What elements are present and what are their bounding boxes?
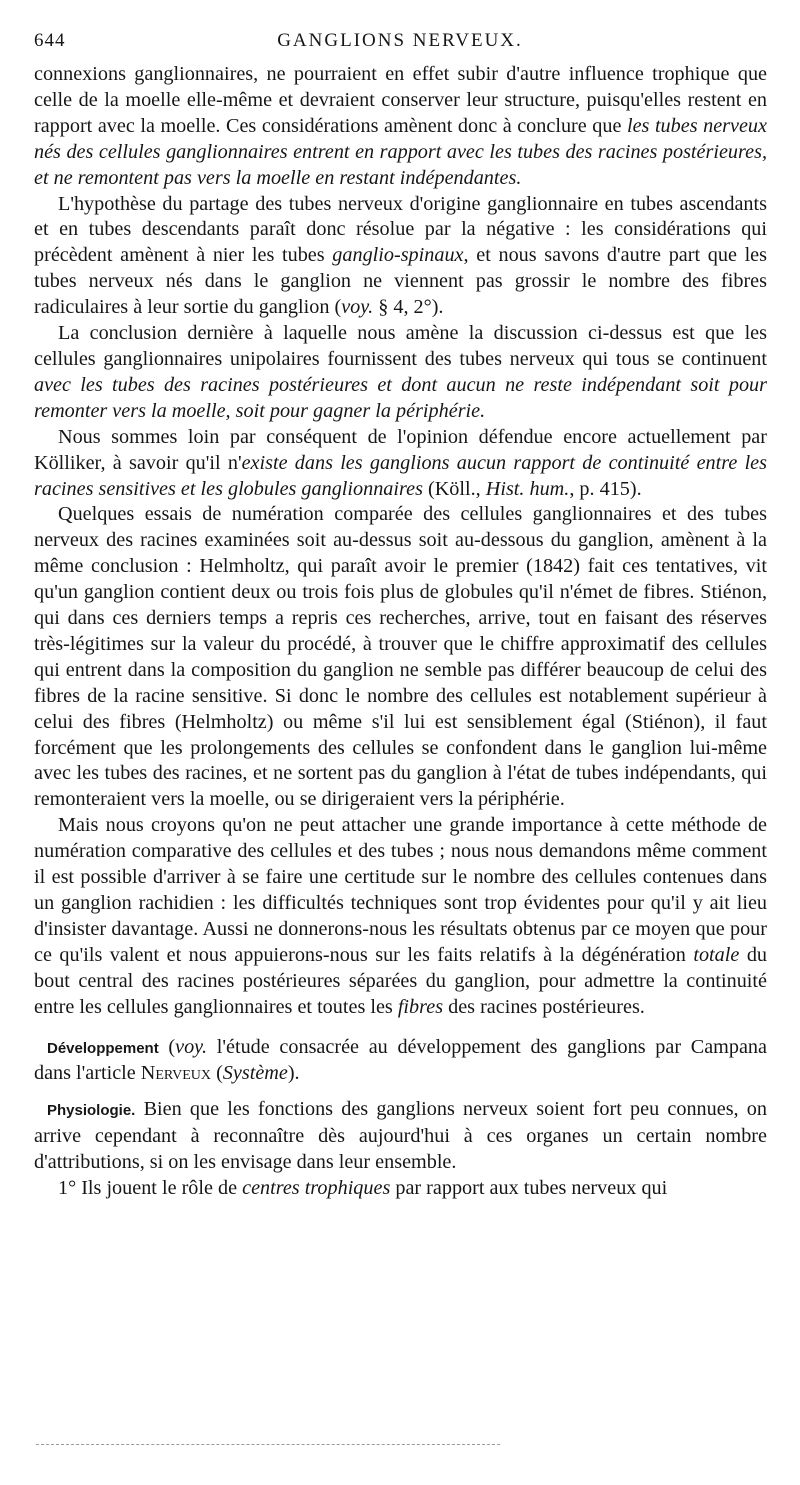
section-heading: Développement xyxy=(47,1039,159,1057)
paragraph-1 xyxy=(34,62,767,192)
italic-run: les tubes nerveux nés des cellules ganglionnaires entrent en rapport avec les tubes des racines postérieures, et ne remontent pas vers la moelle en restant indépendantes. xyxy=(34,114,767,189)
text-run: des racines postérieures. xyxy=(443,995,645,1018)
paragraph-3 xyxy=(34,321,767,425)
text-run: La conclusion dernière à laquelle nous amène la discussion ci-dessus est que les cellules ganglionnaires unipolaires fournissent des tubes nerveux qui tous se continuent xyxy=(34,322,767,370)
paragraph-physiologie xyxy=(34,1097,767,1176)
text-run: du bout central des racines postérieures séparées du ganglion, pour admettre la continuité entre les cellules ganglionnaires et toutes les xyxy=(34,943,768,1018)
italic-run: Hist. hum. xyxy=(485,477,570,500)
paragraph-developpement xyxy=(34,1035,767,1088)
text-run: ( xyxy=(158,1035,176,1058)
running-title: GANGLIONS NERVEUX. xyxy=(277,30,523,51)
text-run: 1° Ils jouent le rôle de xyxy=(58,1177,243,1200)
italic-run: centres trophiques xyxy=(242,1177,391,1200)
footer-divider xyxy=(36,1444,500,1445)
text-run: par rapport aux tubes nerveux qui xyxy=(390,1177,668,1200)
paragraph-2 xyxy=(34,192,767,322)
italic-run: existe dans les ganglions aucun rapport de continuité entre les racines sensitives et les globules ganglionnaires xyxy=(34,451,767,500)
paragraph-4 xyxy=(34,425,767,503)
text-run: Bien que les fonctions des ganglions nerveux soient fort peu connues, on arrive cependant à reconnaître dès aujourd'hui à ces organes un certain nombre d'attributions, si on les envisage dans leur ensemble. xyxy=(34,1098,767,1174)
italic-run: avec les tubes des racines postérieures et dont aucun ne reste indépendant soit pour remonter vers la moelle, soit pour gagner la périphérie. xyxy=(34,373,767,422)
text-run: ( xyxy=(211,1062,223,1085)
page-number: 644 xyxy=(34,30,66,51)
text-run: connexions ganglionnaires, ne pourraient en effet subir d'autre influence trophique que celle de la moelle elle-même et devraient conserver leur structure, puisqu'elles restent en rapport avec la moelle. Ces considérations amènent donc à conclure que xyxy=(34,63,767,137)
section-heading: Physiologie. xyxy=(47,1102,136,1120)
paragraph-6 xyxy=(34,813,767,1020)
running-header xyxy=(34,30,766,58)
italic-run: voy. xyxy=(341,296,374,319)
small-caps-run: Nerveux xyxy=(140,1062,212,1085)
paragraph-5 xyxy=(34,502,767,813)
text-run: l'étude consacrée au développement des ganglions par Campana dans l'article xyxy=(34,1035,767,1085)
text-run: (Köll., xyxy=(422,477,486,500)
text-run: ). xyxy=(287,1062,300,1085)
italic-run: Système xyxy=(222,1062,288,1085)
body-text xyxy=(34,62,767,1202)
italic-run: voy. xyxy=(175,1035,208,1058)
text-run: L'hypothèse du partage des tubes nerveux d'origine ganglionnaire en tubes ascendants et en tubes descendants paraît donc résolue par la négative : les considérations qui précèdent amènent à nier les tubes xyxy=(34,192,767,267)
text-run: Quelques essais de numération comparée des cellules ganglionnaires et des tubes nerveux des racines examinées soit au-dessus soit au-dessous du ganglion, amènent à la même conclusion : Helmholtz, qui paraît avoir le premier (1842) fait ces tentatives, vit qu'un ganglion contient deux ou trois fois plus de globules qu'il n'émet de fibres. Stiénon, qui dans ces derniers temps a repris ces recherches, arrive, tout en faisant des réserves très-légitimes sur la valeur du procédé, à trouver que le chiffre approximatif des cellules qui entrent dans la composition du ganglion ne semble pas différer beaucoup de celui des fibres de la racine sensitive. Si donc le nombre des cellules est notablement supérieur à celui des fibres (Helmholtz) ou même s'il lui est sensiblement égal (Stiénon), il faut forcément que les prolongements des cellules se confondent dans le ganglion lui-même avec les tubes des racines, et ne sortent pas du ganglion à l'état de tubes indépendants, qui remonteraient vers la moelle, ou se dirigeraient vers la périphérie. xyxy=(34,503,767,811)
text-run: § 4, 2°). xyxy=(373,296,444,319)
italic-run: ganglio-spinaux xyxy=(332,244,464,267)
text-run: Mais nous croyons qu'on ne peut attacher une grande importance à cette méthode de numération comparative des cellules et des tubes ; nous nous demandons même comment il est possible d'arriver à se faire une certitude sur le nombre des cellules contenues dans un ganglion rachidien : les difficultés techniques sont trop évidentes pour qu'il y ait lieu d'insister davantage. Aussi ne donnerons-nous les résultats obtenus par ce moyen que pour ce qu'ils valent et nous appuierons-nous sur les faits relatifs à la dégénération xyxy=(34,814,767,966)
paragraph-9 xyxy=(34,1176,767,1202)
italic-run: totale xyxy=(693,943,740,966)
italic-run: fibres xyxy=(397,995,444,1018)
text-run: , et nous savons d'autre part que les tubes nerveux nés dans le ganglion ne viennent pas grossir le nombre des fibres radiculaires à leur sortie du ganglion ( xyxy=(34,244,768,319)
text-run: , p. 415). xyxy=(569,477,642,500)
text-run: Nous sommes loin par conséquent de l'opinion défendue encore actuellement par Kölliker, à savoir qu'il n' xyxy=(34,425,767,474)
